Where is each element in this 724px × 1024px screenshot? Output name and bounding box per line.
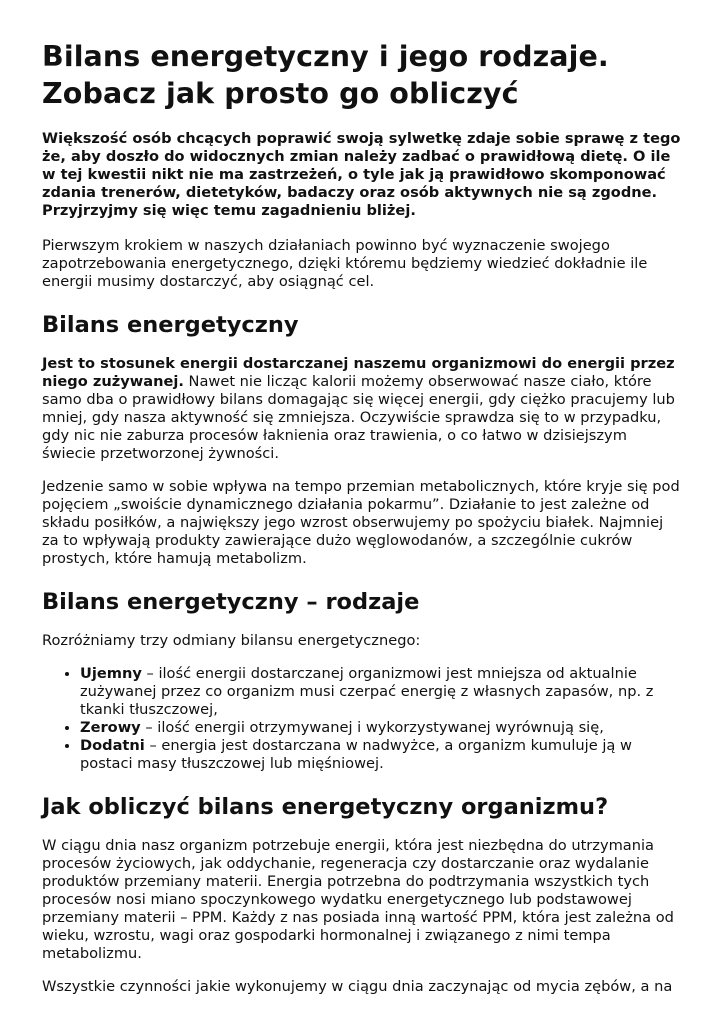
lead-paragraph: Większość osób chcących poprawić swoją sylwetkę zdaje sobie sprawę z tego że, aby doszło do widocznych zmian należy zadbać o prawidłową dietę. O ile w tej kwestii nikt nie ma zastrzeżeń, o tyle jak ją prawidłowo skomponować zdania trenerów, dietetyków, badaczy oraz osób aktywnych nie są zgodne. Przyjrzyjmy się więc temu zagadnieniu bliżej. (42, 130, 681, 219)
section1-paragraph-1-rest: Nawet nie licząc kalorii możemy obserwować nasze ciało, które samo dba o prawidłowy bilans domagając się więcej energii, gdy ciężko pracujemy lub mniej, gdy nasza aktywność się zmniejsza. Oczywiście sprawdza się to w przypadku, gdy nic nie zaburza procesów łaknienia oraz trawienia, o co łatwo w dzisiejszym świecie przetworzonej żywności. (42, 373, 675, 462)
section1-paragraph-1 (42, 355, 684, 463)
bilans-types-list (42, 665, 684, 773)
list-item (80, 719, 684, 737)
list-item-term: Zerowy (80, 719, 141, 736)
list-item (80, 665, 684, 719)
article (42, 38, 684, 1011)
list-item-text: – ilość energii dostarczanej organizmowi jest mniejsza od aktualnie zużywanej przez co organizm musi czerpać energię z własnych zapasów, np. z tkanki tłuszczowej, (80, 665, 654, 718)
intro-paragraph: Pierwszym krokiem w naszych działaniach powinno być wyznaczenie swojego zapotrzebowania energetycznego, dzięki któremu będziemy wiedzieć dokładnie ile energii musimy dostarczyć, aby osiągnąć cel. (42, 237, 648, 290)
list-item-term: Ujemny (80, 665, 142, 682)
article-title: Bilans energetyczny i jego rodzaje. Zobacz jak prosto go obliczyć (42, 40, 609, 110)
list-item-text: – ilość energii otrzymywanej i wykorzystywanej wyrównują się, (140, 719, 604, 736)
list-item-text: – energia jest dostarczana w nadwyżce, a organizm kumuluje ją w postaci masy tłuszczowej lub mięśniowej. (80, 737, 632, 772)
section-heading-bilans: Bilans energetyczny (42, 312, 299, 338)
section1-paragraph-2: Jedzenie samo w sobie wpływa na tempo przemian metabolicznych, które kryje się pod pojęciem „swoiście dynamicznego działania pokarmu”. Działanie to jest zależne od składu posiłków, a największy jego wzrost obserwujemy po spożyciu białek. Najmniej za to wpływają produkty zawierające dużo węglowodanów, a szczególnie cukrów prostych, które hamują metabolizm. (42, 478, 680, 567)
section-heading-rodzaje: Bilans energetyczny – rodzaje (42, 589, 420, 615)
section3-paragraph-2: Wszystkie czynności jakie wykonujemy w ciągu dnia zaczynając od mycia zębów, a na (42, 978, 673, 995)
section1-bold-definition: Jest to stosunek energii dostarczanej naszemu organizmowi do energii przez niego zużywanej. (42, 355, 675, 390)
list-item-term: Dodatni (80, 737, 145, 754)
section2-intro: Rozróżniamy trzy odmiany bilansu energetycznego: (42, 632, 421, 649)
section-heading-jak-obliczyc: Jak obliczyć bilans energetyczny organizmu? (42, 794, 609, 820)
list-item (80, 737, 684, 773)
section3-paragraph-1: W ciągu dnia nasz organizm potrzebuje energii, która jest niezbędna do utrzymania procesów życiowych, jak oddychanie, regeneracja czy dostarczanie oraz wydalanie produktów przemiany materii. Energia potrzebna do podtrzymania wszystkich tych procesów nosi miano spoczynkowego wydatku energetycznego lub podstawowej przemiany materii – PPM. Każdy z nas posiada inną wartość PPM, która jest zależna od wieku, wzrostu, wagi oraz gospodarki hormonalnej i związanego z nimi tempa metabolizmu. (42, 837, 674, 962)
